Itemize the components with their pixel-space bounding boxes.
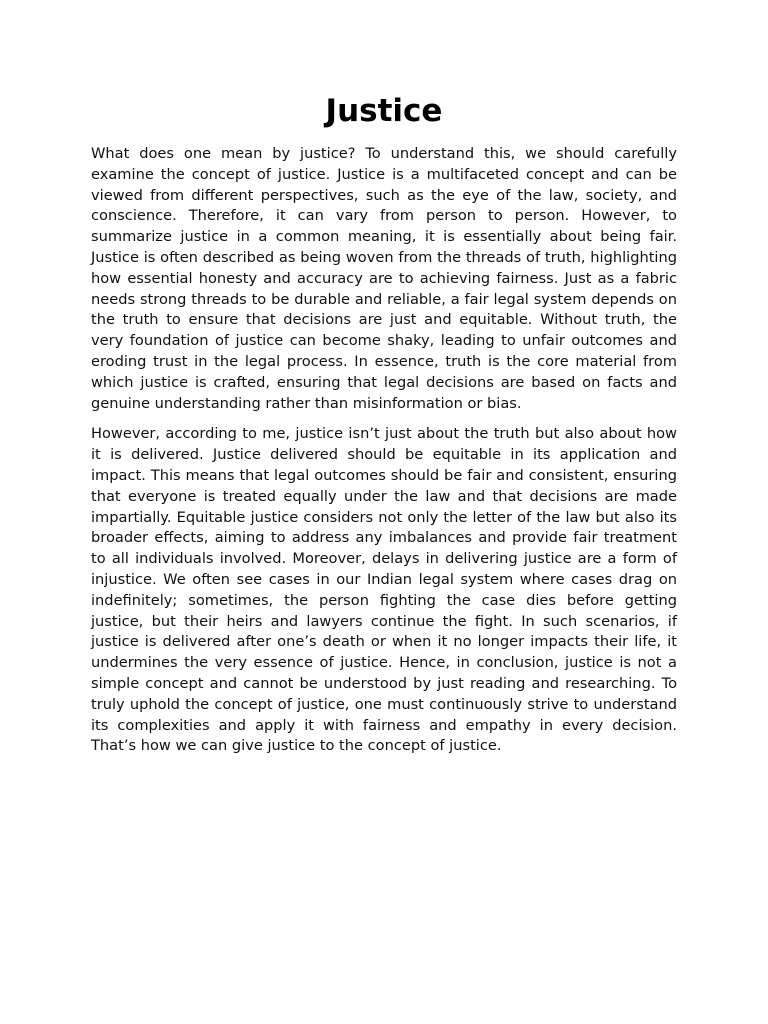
paragraph-2: However, according to me, justice isn’t just about the truth but also about how it is delivered. Justice delivered should be equitable in its application and impact. This means that legal outcomes should be fair and consistent, ensuring that everyone is treated equally under the law and that decisions are made impartially. Equitable justice considers not only the letter of the law but also its broader effects, aiming to address any imbalances and provide fair treatment to all individuals involved. Moreover, delays in delivering justice are a form of injustice. We often see cases in our Indian legal system where cases drag on indefinitely; sometimes, the person fighting the case dies before getting justice, but their heirs and lawyers continue the fight. In such scenarios, if justice is delivered after one’s death or when it no longer impacts their life, it undermines the very essence of justice. Hence, in conclusion, justice is not a simple concept and cannot be understood by just reading and researching. To truly uphold the concept of justice, one must continuously strive to understand its complexities and apply it with fairness and empathy in every decision. That’s how we can give justice to the concept of justice. <box>91 425 677 755</box>
paragraph-1: What does one mean by justice? To understand this, we should carefully examine the concept of justice. Justice is a multifaceted concept and can be viewed from different perspectives, such as the eye of the law, society, and conscience. Therefore, it can vary from person to person. However, to summarize justice in a common meaning, it is essentially about being fair. Justice is often described as being woven from the threads of truth, highlighting how essential honesty and accuracy are to achieving fairness. Just as a fabric needs strong threads to be durable and reliable, a fair legal system depends on the truth to ensure that decisions are just and equitable. Without truth, the very foundation of justice can become shaky, leading to unfair outcomes and eroding trust in the legal process. In essence, truth is the core material from which justice is crafted, ensuring that legal decisions are based on facts and genuine understanding rather than misinformation or bias. <box>91 145 677 412</box>
page-title: Justice <box>325 93 443 129</box>
document-body <box>91 144 677 767</box>
